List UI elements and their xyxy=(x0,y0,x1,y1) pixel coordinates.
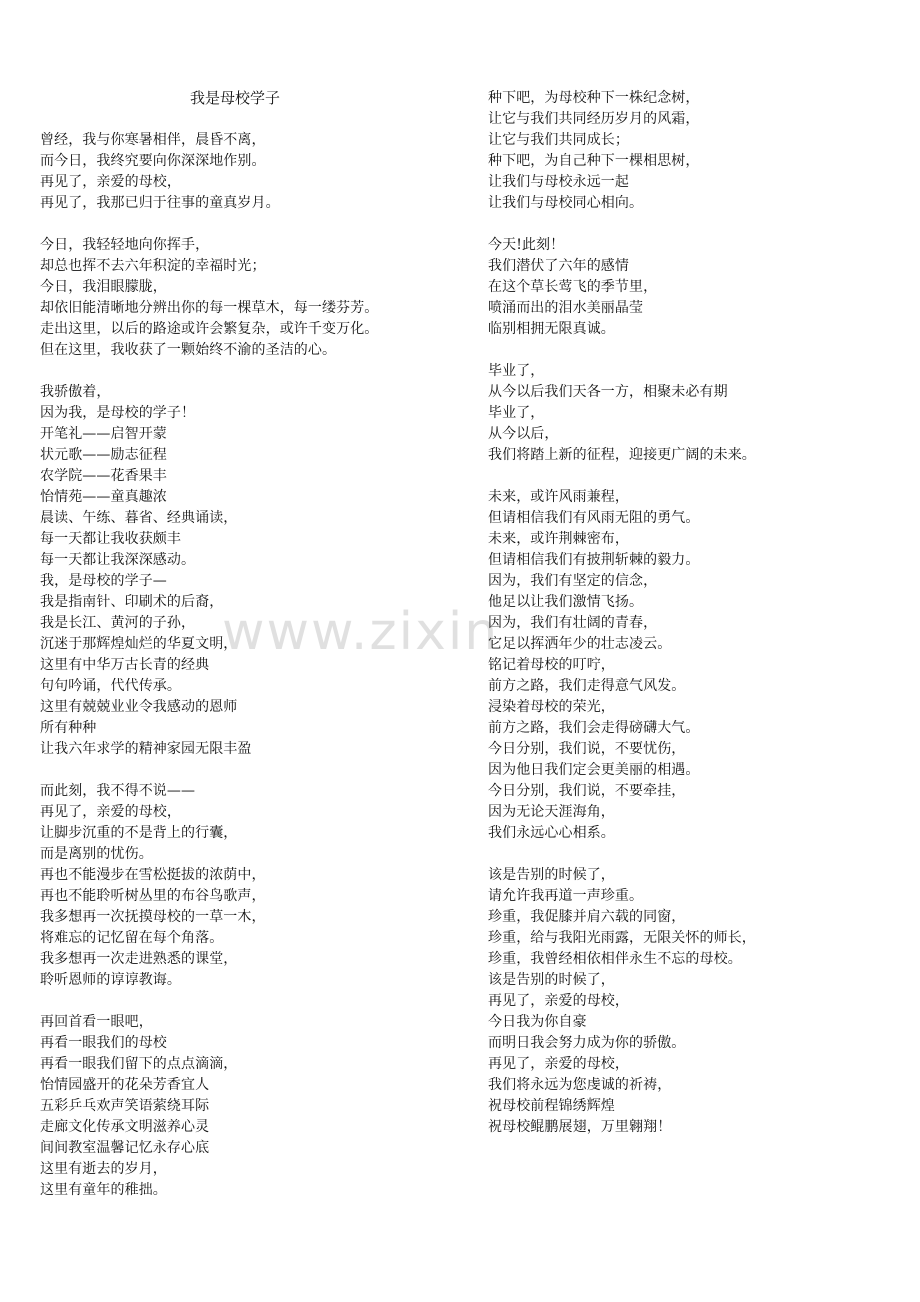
poem-line: 今日我为你自豪 xyxy=(488,1014,587,1030)
poem-line: 前方之路，我们会走得磅礴大气。 xyxy=(488,720,700,736)
poem-line: 从今以后我们天各一方，相聚未必有期 xyxy=(488,384,728,400)
poem-line: 将难忘的记忆留在每个角落。 xyxy=(40,930,224,946)
poem-line: 因为，我们有坚定的信念， xyxy=(488,573,658,589)
poem-line: 铭记着母校的叮咛， xyxy=(488,657,615,673)
poem-line: 种下吧，为自己种下一棵相思树， xyxy=(488,153,700,169)
poem-line: 每一天都让我收获颇丰 xyxy=(40,531,181,547)
poem-line: 再也不能聆听树丛里的布谷鸟歌声， xyxy=(40,888,266,904)
poem-line: 种下吧，为母校种下一株纪念树， xyxy=(488,90,700,106)
poem-line: 我们永远心心相系。 xyxy=(488,825,615,841)
poem-line: 农学院——花香果丰 xyxy=(40,468,167,484)
poem-line: 在这个草长莺飞的季节里， xyxy=(488,279,658,295)
poem-line: 我多想再一次抚摸母校的一草一木， xyxy=(40,909,266,925)
watermark: www.zixin xyxy=(222,602,500,662)
poem-line: 而此刻，我不得不说—— xyxy=(40,783,196,799)
poem-line: 却总也挥不去六年积淀的幸福时光； xyxy=(40,258,266,274)
poem-line: 我是长江、黄河的子孙， xyxy=(40,615,196,631)
stanza xyxy=(40,781,460,991)
stanza xyxy=(40,1012,460,1201)
poem-line: 再也不能漫步在雪松挺拔的浓荫中， xyxy=(40,867,266,883)
poem-line: 今日分别，我们说，不要牵挂， xyxy=(488,783,686,799)
stanza xyxy=(40,130,460,214)
poem-line: 请允许我再道一声珍重。 xyxy=(488,888,644,904)
poem-line: 而是离别的忧伤。 xyxy=(40,846,153,862)
poem-line: 珍重，我促膝并肩六载的同窗， xyxy=(488,909,686,925)
poem-line: 每一天都让我深深感动。 xyxy=(40,552,196,568)
poem-line: 曾经，我与你寒暑相伴，晨昏不离， xyxy=(40,132,266,148)
poem-line: 因为我，是母校的学子！ xyxy=(40,405,196,421)
stanza xyxy=(40,235,460,361)
poem-line: 却依旧能清晰地分辨出你的每一棵草木，每一缕芬芳。 xyxy=(40,300,379,316)
poem-line: 未来，或许荆棘密布， xyxy=(488,531,629,547)
poem-line: 走出这里，以后的路途或许会繁复杂，或许千变万化。 xyxy=(40,321,379,337)
poem-line: 祝母校鲲鹏展翅，万里翱翔！ xyxy=(488,1119,672,1135)
poem-line: 他足以让我们激情飞扬。 xyxy=(488,594,644,610)
poem-line: 状元歌——励志征程 xyxy=(40,447,167,463)
poem-line: 因为，我们有壮阔的青春， xyxy=(488,615,658,631)
poem-line: 让它与我们共同经历岁月的风霜， xyxy=(488,111,700,127)
poem-line: 该是告别的时候了， xyxy=(488,972,615,988)
stanza xyxy=(488,865,898,1138)
poem-line: 喷涌而出的泪水美丽晶莹 xyxy=(488,300,644,316)
poem-line: 我，是母校的学子— xyxy=(40,573,167,589)
poem-line: 晨读、午练、暮省、经典诵读， xyxy=(40,510,238,526)
poem-line: 该是告别的时候了， xyxy=(488,867,615,883)
poem-line: 我们将踏上新的征程，迎接更广阔的未来。 xyxy=(488,447,756,463)
poem-line: 前方之路，我们走得意气风发。 xyxy=(488,678,686,694)
poem-line: 怡情苑——童真趣浓 xyxy=(40,489,167,505)
poem-line: 临别相拥无限真诚。 xyxy=(488,321,615,337)
poem-line: 开笔礼——启智开蒙 xyxy=(40,426,167,442)
stanza xyxy=(40,382,460,760)
left-column xyxy=(40,88,460,1222)
poem-line: 毕业了， xyxy=(488,363,545,379)
poem-line: 我是指南针、印刷术的后裔， xyxy=(40,594,224,610)
poem-line: 今日分别，我们说，不要忧伤， xyxy=(488,741,686,757)
poem-line: 今日，我泪眼朦胧， xyxy=(40,279,167,295)
poem-line: 但请相信我们有风雨无阻的勇气。 xyxy=(488,510,700,526)
left-stanzas xyxy=(40,130,460,1201)
stanza xyxy=(488,487,898,844)
poem-line: 让它与我们共同成长； xyxy=(488,132,629,148)
poem-line: 再看一眼我们的母校 xyxy=(40,1035,167,1051)
poem-line: 因为他日我们定会更美丽的相遇。 xyxy=(488,762,700,778)
poem-line: 让我们与母校永远一起 xyxy=(488,174,629,190)
poem-line: 我们潜伏了六年的感情 xyxy=(488,258,629,274)
poem-line: 所有种种 xyxy=(40,720,97,736)
stanza xyxy=(488,361,898,466)
stanza xyxy=(488,88,898,214)
right-column xyxy=(488,88,898,1159)
poem-line: 毕业了， xyxy=(488,405,545,421)
poem-line: 我多想再一次走进熟悉的课堂， xyxy=(40,951,238,967)
poem-line: 今日，我轻轻地向你挥手， xyxy=(40,237,210,253)
poem-line: 间间教室温馨记忆永存心底 xyxy=(40,1140,210,1156)
poem-line: 走廊文化传承文明滋养心灵 xyxy=(40,1119,210,1135)
poem-line: 从今以后， xyxy=(488,426,559,442)
right-stanzas xyxy=(488,88,898,1138)
poem-line: 再见了，亲爱的母校， xyxy=(40,174,181,190)
poem-line: 这里有兢兢业业令我感动的恩师 xyxy=(40,699,238,715)
poem-line: 聆听恩师的谆谆教诲。 xyxy=(40,972,181,988)
poem-line: 这里有逝去的岁月， xyxy=(40,1161,167,1177)
stanza xyxy=(488,235,898,340)
poem-line: 浸染着母校的荣光， xyxy=(488,699,615,715)
poem-line: 珍重，我曾经相依相伴永生不忘的母校。 xyxy=(488,951,742,967)
poem-line: 再看一眼我们留下的点点滴滴， xyxy=(40,1056,238,1072)
poem-title: 我是母校学子 xyxy=(190,89,281,107)
poem-line: 再回首看一眼吧， xyxy=(40,1014,153,1030)
poem-line: 我们将永远为您虔诚的祈祷， xyxy=(488,1077,672,1093)
poem-line: 今天!此刻！ xyxy=(488,237,565,253)
poem-line: 这里有中华万古长青的经典 xyxy=(40,657,210,673)
poem-line: 但在这里，我收获了一颗始终不渝的圣洁的心。 xyxy=(40,342,337,358)
poem-line: 因为无论天涯海角， xyxy=(488,804,615,820)
poem-line: 再见了，亲爱的母校， xyxy=(488,993,629,1009)
poem-line: 让我六年求学的精神家园无限丰盈 xyxy=(40,741,252,757)
poem-line: 沉迷于那辉煌灿烂的华夏文明， xyxy=(40,636,238,652)
poem-line: 祝母校前程锦绣辉煌 xyxy=(488,1098,615,1114)
poem-line: 珍重，给与我阳光雨露，无限关怀的师长， xyxy=(488,930,756,946)
poem-line: 让脚步沉重的不是背上的行囊， xyxy=(40,825,238,841)
poem-line: 这里有童年的稚拙。 xyxy=(40,1182,167,1198)
poem-line: 句句吟诵，代代传承。 xyxy=(40,678,181,694)
poem-line: 让我们与母校同心相向。 xyxy=(488,195,644,211)
poem-line: 怡情园盛开的花朵芳香宜人 xyxy=(40,1077,210,1093)
poem-line: 五彩乒乓欢声笑语萦绕耳际 xyxy=(40,1098,210,1114)
poem-line: 而今日，我终究要向你深深地作别。 xyxy=(40,153,266,169)
poem-line: 再见了，亲爱的母校， xyxy=(40,804,181,820)
poem-line: 但请相信我们有披荆斩棘的毅力。 xyxy=(488,552,700,568)
poem-line: 它足以挥洒年少的壮志凌云。 xyxy=(488,636,672,652)
poem-line: 再见了，我那已归于往事的童真岁月。 xyxy=(40,195,280,211)
poem-line: 再见了，亲爱的母校， xyxy=(488,1056,629,1072)
poem-line: 我骄傲着， xyxy=(40,384,111,400)
poem-line: 未来，或许风雨兼程， xyxy=(488,489,629,505)
poem-line: 而明日我会努力成为你的骄傲。 xyxy=(488,1035,686,1051)
